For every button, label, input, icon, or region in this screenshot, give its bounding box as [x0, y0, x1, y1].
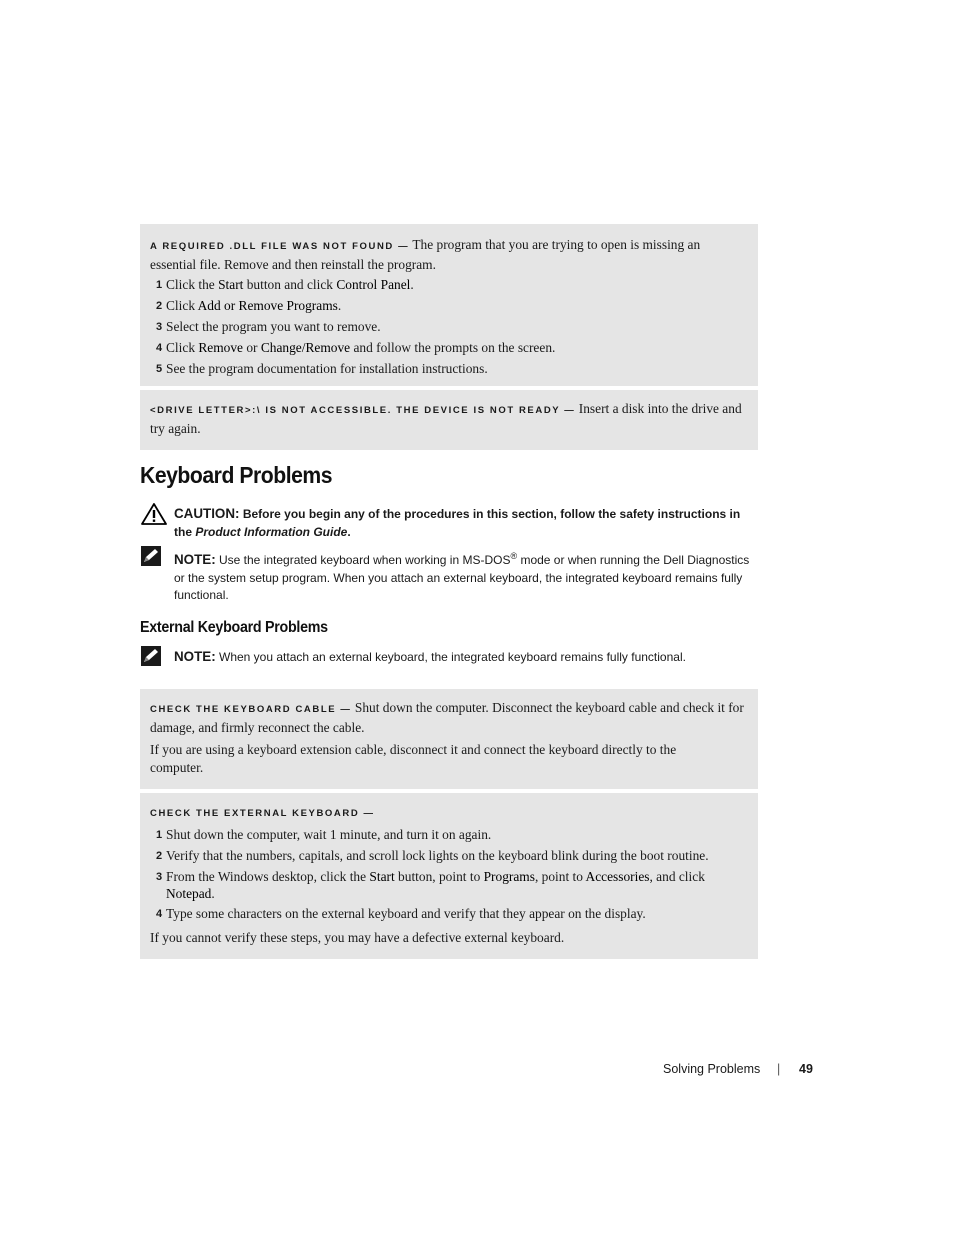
add-remove-programs-label: Add or Remove Programs	[197, 298, 338, 313]
external-keyboard-panel	[140, 793, 758, 959]
drive-not-accessible-panel	[140, 390, 758, 450]
list-item: 4 Type some characters on the external keyboard and verify that they appear on the display.	[156, 905, 646, 921]
keyboard-cable-heading: CHECK THE KEYBOARD CABLE —	[150, 704, 352, 715]
list-item: 1 Shut down the computer, wait 1 minute, and turn it on again.	[156, 826, 492, 842]
note-pencil-icon	[140, 645, 162, 673]
start-button-label: Start	[218, 277, 244, 292]
note-label: NOTE:	[174, 649, 216, 664]
note-label: NOTE:	[174, 552, 216, 567]
dll-not-found-heading: A REQUIRED .DLL FILE WAS NOT FOUND —	[150, 241, 410, 252]
remove-label: Remove	[198, 340, 243, 355]
external-keyboard-heading: CHECK THE EXTERNAL KEYBOARD —	[150, 808, 375, 819]
accessories-label: Accessories	[585, 868, 650, 884]
extension-cable-text: If you are using a keyboard extension cable, disconnect it and connect the keyboard directly to the computer.	[150, 742, 677, 775]
programs-label: Programs	[483, 868, 535, 884]
closing-text: If you cannot verify these steps, you may have a defective external keyboard.	[150, 929, 565, 945]
subsection-title: External Keyboard Problems	[140, 619, 328, 636]
list-item: 2 Verify that the numbers, capitals, and scroll lock lights on the keyboard blink during the boot routine.	[156, 847, 709, 863]
drive-not-accessible-text: Insert a disk into the drive and try again.	[150, 401, 742, 436]
list-item: 3 Select the program you want to remove.	[156, 319, 381, 334]
caution-text: Before you begin any of the procedures in this section, follow the safety instructions in the	[174, 507, 741, 539]
list-item: 1 Click the Start button and click Control Panel.	[156, 277, 414, 292]
list-item: 5 See the program documentation for installation instructions.	[156, 361, 488, 376]
control-panel-label: Control Panel	[336, 277, 411, 292]
caution-label: CAUTION:	[174, 506, 240, 521]
list-item: 2 Click Add or Remove Programs.	[156, 298, 342, 313]
dll-not-found-panel	[140, 224, 758, 386]
page-number: 49	[799, 1062, 813, 1076]
notepad-label: Notepad	[166, 885, 212, 901]
footer-section: Solving Problems	[663, 1062, 761, 1076]
product-info-guide: Product Information Guide	[195, 524, 348, 539]
start-button-label: Start	[369, 868, 395, 884]
note-ms-dos: NOTE: Use the integrated keyboard when working in MS-DOS® mode or when running the Dell Diagnostics or the system setup program. When you attach an external keyboard, the integrated keyboard remains fully functional.	[140, 548, 758, 605]
change-remove-label: Change/Remove	[260, 340, 351, 355]
note-pencil-icon	[140, 545, 162, 573]
dll-not-found-text: The program that you are trying to open is missing an essential file. Remove and then reinstall the program.	[150, 237, 701, 272]
list-item: 3 From the Windows desktop, click the Start button, point to Programs, point to Accessories, and click Notepad.	[156, 868, 705, 901]
note-external-keyboard: NOTE: When you attach an external keyboard, the integrated keyboard remains fully functional.	[140, 648, 758, 667]
caution-notice: CAUTION: Before you begin any of the procedures in this section, follow the safety instructions in the Product Information Guide.	[140, 505, 758, 541]
drive-not-accessible-heading: <DRIVE LETTER>:\ IS NOT ACCESSIBLE. THE DEVICE IS NOT READY —	[150, 405, 576, 416]
dll-not-found-intro	[150, 236, 748, 273]
keyboard-cable-text: Shut down the computer. Disconnect the keyboard cable and check it for damage, and firmly reconnect the cable.	[150, 700, 744, 735]
keyboard-cable-panel	[140, 689, 758, 789]
warning-triangle-icon	[140, 502, 168, 532]
footer-separator: |	[777, 1062, 781, 1076]
page-title: Keyboard Problems	[140, 462, 333, 488]
list-item: 4 Click Remove or Change/Remove and follow the prompts on the screen.	[156, 340, 556, 355]
